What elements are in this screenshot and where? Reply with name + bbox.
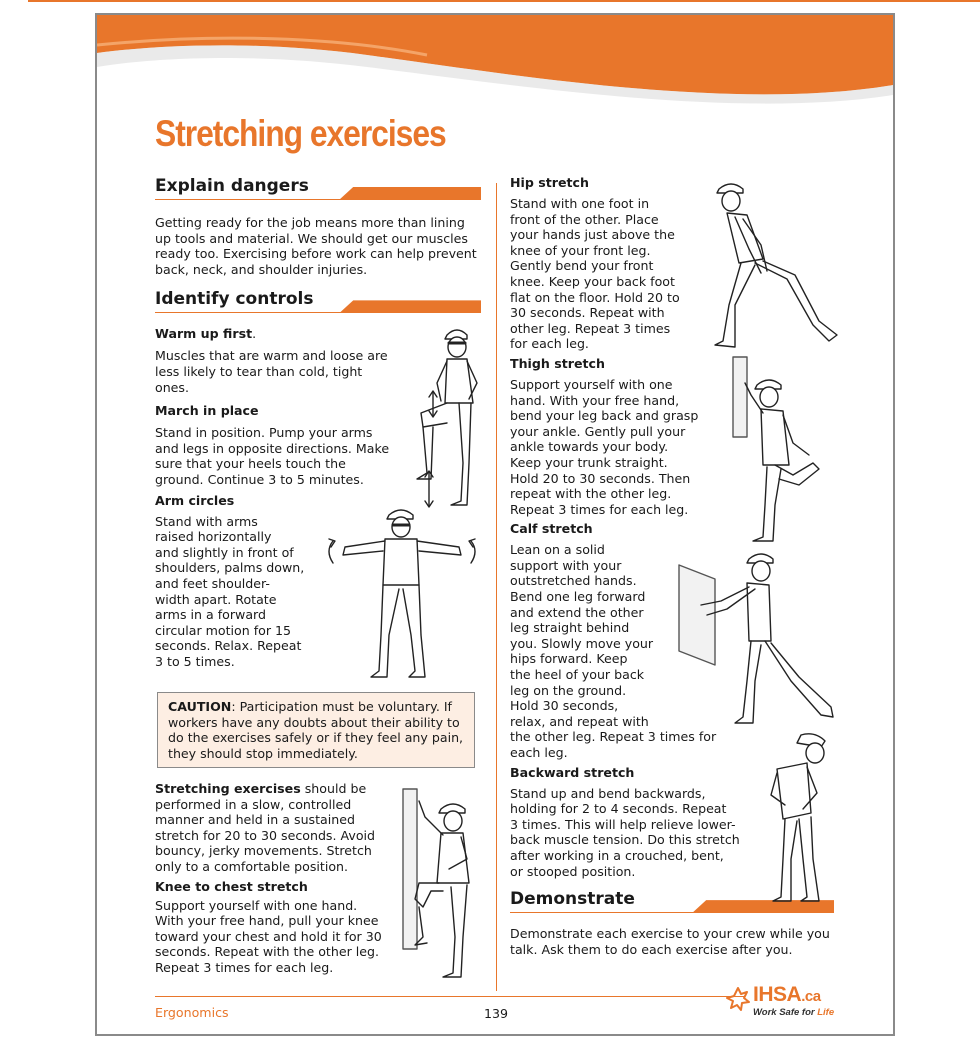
knee-chest-text: Support yourself with one hand. With your free hand, pull your knee toward your chest and hold it for 30 seconds. Repeat with the other leg. Repeat 3 times for each leg.	[155, 897, 382, 975]
calf-stretch-text: Lean on a solid support with your outstretched hands. Bend one leg forward and extend the other leg straight behind you. Slowly move your hips forward. Keep the heel of your back leg on the ground. Hold 30 seconds, relax, and repeat with the other leg. Repeat 3 times for each leg.	[510, 542, 717, 760]
heading-tab	[339, 300, 481, 313]
page-title: Stretching exercises	[155, 113, 446, 154]
page-number: 139	[484, 1006, 509, 1021]
backward-stretch-text: Stand up and bend backwards, holding for 2 to 4 seconds. Repeat 3 times. This will help relieve lower- back muscle tension. Do this stretch after working in a crouched, bent, or stooped position.	[510, 785, 740, 879]
caution-box	[157, 692, 475, 768]
logo-tagline: Work Safe for Life	[753, 1007, 835, 1018]
march-in-place-illustration	[407, 323, 487, 511]
footer-rule	[155, 996, 745, 997]
arm-circles-illustration	[319, 505, 485, 685]
hip-stretch-title: Hip stretch	[510, 175, 589, 190]
backward-stretch-title: Backward stretch	[510, 764, 635, 780]
header-swoosh-banner	[97, 15, 893, 115]
arm-circles-text: Stand with arms raised horizontally and slightly in front of shoulders, palms down, and feet shoulder- width apart. Rotate arms in a forward circular motion for 15 seconds. Relax. Repeat 3 to 5 times.	[155, 513, 305, 669]
identify-controls-heading: Identify controls	[155, 289, 314, 310]
calf-stretch-illustration	[671, 545, 841, 731]
arm-circles-title: Arm circles	[155, 492, 235, 508]
heading-tab	[339, 187, 481, 200]
ihsa-leaf-icon	[725, 986, 751, 1012]
section-identify-controls	[155, 288, 481, 316]
warmup-title: Warm up first.	[155, 326, 257, 342]
thigh-stretch-illustration	[729, 355, 839, 545]
calf-stretch-title: Calf stretch	[510, 521, 593, 537]
logo-wordmark: IHSA.ca	[753, 983, 821, 1006]
demonstrate-heading: Demonstrate	[510, 889, 635, 910]
hip-stretch-text: Stand with one foot in front of the other. Place your hands just above the knee of your front leg. Gently bend your front knee. Keep your back foot flat on the floor. Hold 20 to 30 seconds. Repeat with other leg. Repeat 3 times for each leg.	[510, 196, 680, 352]
section-explain-dangers	[155, 175, 481, 203]
column-divider	[496, 183, 497, 991]
knee-chest-title: Knee to chest stretch	[155, 878, 308, 894]
caution-label: CAUTION	[168, 699, 232, 714]
footer-section-label: Ergonomics	[155, 1005, 229, 1020]
thigh-stretch-title: Thigh stretch	[510, 355, 605, 371]
document-page	[95, 13, 895, 1036]
explain-dangers-text: Getting ready for the job means more than lining up tools and material. We should get our muscles ready too. Exercising before work can help prevent back, neck, and shoulder injuries.	[155, 215, 477, 277]
caution-text: : Participation must be voluntary. If workers have any doubts about their ability to do the exercises safely or if they feel any pain, they should stop immediately.	[168, 699, 464, 761]
march-title: March in place	[155, 403, 259, 419]
stretching-block	[155, 781, 387, 976]
hip-stretch-illustration	[709, 175, 849, 365]
backward-stretch-illustration	[759, 729, 845, 909]
stretching-text: Stretching exercises should be performed in a slow, controlled manner and held in a sustained stretch for 20 to 30 seconds. Avoid bouncy, jerky movements. Stretch only to a comfortable position.	[155, 781, 376, 874]
explain-dangers-heading: Explain dangers	[155, 176, 309, 196]
top-accent-line	[28, 0, 980, 2]
demonstrate-text: Demonstrate each exercise to your crew while you talk. Ask them to do each exercise after you.	[510, 926, 830, 957]
warmup-text: Muscles that are warm and loose are less likely to tear than cold, tight ones.	[155, 348, 388, 395]
ihsa-logo[interactable]	[725, 983, 837, 1025]
knee-to-chest-illustration	[397, 787, 487, 983]
thigh-stretch-text: Support yourself with one hand. With your free hand, bend your leg back and grasp your ankle. Gently pull your ankle towards your body. Keep your trunk straight. Hold 20 to 30 seconds. Then repeat with the other leg. Repeat 3 times for each leg.	[510, 376, 699, 517]
march-text: Stand in position. Pump your arms and legs in opposite directions. Make sure that your heels touch the ground. Continue 3 to 5 minutes.	[155, 425, 390, 487]
